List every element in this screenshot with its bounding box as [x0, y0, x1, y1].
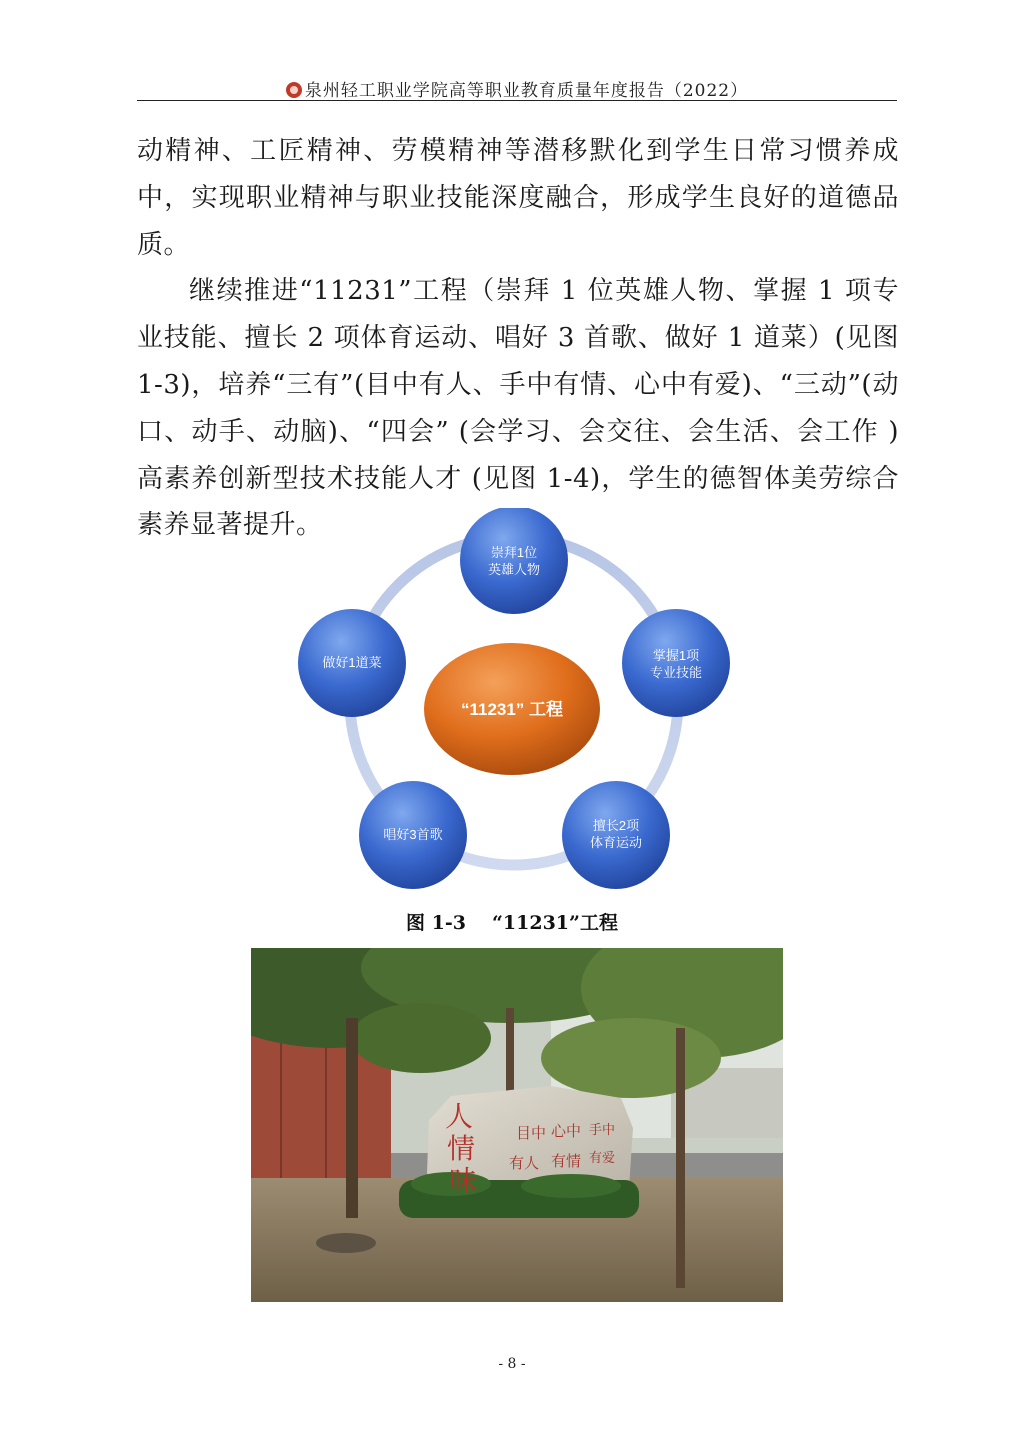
campus-stone-photo: [251, 948, 783, 1302]
stone-phrase-2a: 心中: [551, 1122, 582, 1140]
page-header: [137, 70, 897, 101]
tree-trunk: [676, 1028, 685, 1288]
node-sports-line2: 体育运动: [589, 835, 643, 850]
school-logo-icon: [286, 82, 302, 98]
node-sports-line1: 擅长2项: [592, 818, 640, 833]
node-hero: [460, 508, 568, 614]
header-title: 泉州轻工职业学院高等职业教育质量年度报告（2022）: [304, 81, 749, 101]
node-sports: [562, 781, 670, 889]
paragraph-1: 动精神、工匠精神、劳模精神等潜移默化到学生日常习惯养成中，实现职业精神与职业技能深度融合，形成学生良好的道德品质。: [137, 136, 899, 260]
body-text: [137, 128, 899, 549]
figure-number: 图 1-3: [406, 912, 466, 934]
stone-char-2: 情: [446, 1132, 476, 1165]
stone-phrase-1b: 有人: [509, 1154, 540, 1172]
node-songs-label: 唱好3首歌: [383, 827, 443, 842]
node-skill: [622, 609, 730, 717]
center-label: “11231” 工程: [460, 700, 564, 719]
node-hero-line1: 崇拜1位: [490, 545, 538, 560]
paragraph-2: 继续推进“11231”工程（崇拜 1 位英雄人物、掌握 1 项专业技能、擅长 2 项体育运动、唱好 3 首歌、做好 1 道菜）(见图 1-3)，培养“三有”(目中有人、手中有情、心中有爱)、“三动”(动口、动手、动脑)、“四会” (会学习、会交往、会生活、会工作 )高素养创新型技术技能人才 (见图 1-4)，学生的德智体美劳综合素养显著提升。: [137, 276, 899, 541]
stone-phrase-3b: 有爱: [589, 1151, 616, 1166]
center-node: [424, 643, 600, 775]
stone-phrase-3a: 手中: [589, 1123, 616, 1138]
project-11231-diagram: [290, 508, 740, 898]
stone-char-3: 味: [448, 1164, 478, 1197]
node-dish-label: 做好1道菜: [322, 655, 382, 670]
node-skill-line2: 专业技能: [649, 665, 703, 680]
stone-phrase-1a: 目中: [516, 1124, 547, 1142]
page-number: - 8 -: [498, 1356, 526, 1372]
stone-char-1: 人: [444, 1100, 474, 1133]
figure-caption: [0, 908, 1024, 935]
node-skill-line1: 掌握1项: [652, 648, 700, 663]
figure-title: “11231”工程: [491, 912, 618, 934]
node-songs: [359, 781, 467, 889]
node-dish: [298, 609, 406, 717]
stone-phrase-2b: 有情: [551, 1152, 582, 1170]
node-hero-line2: 英雄人物: [487, 562, 541, 577]
